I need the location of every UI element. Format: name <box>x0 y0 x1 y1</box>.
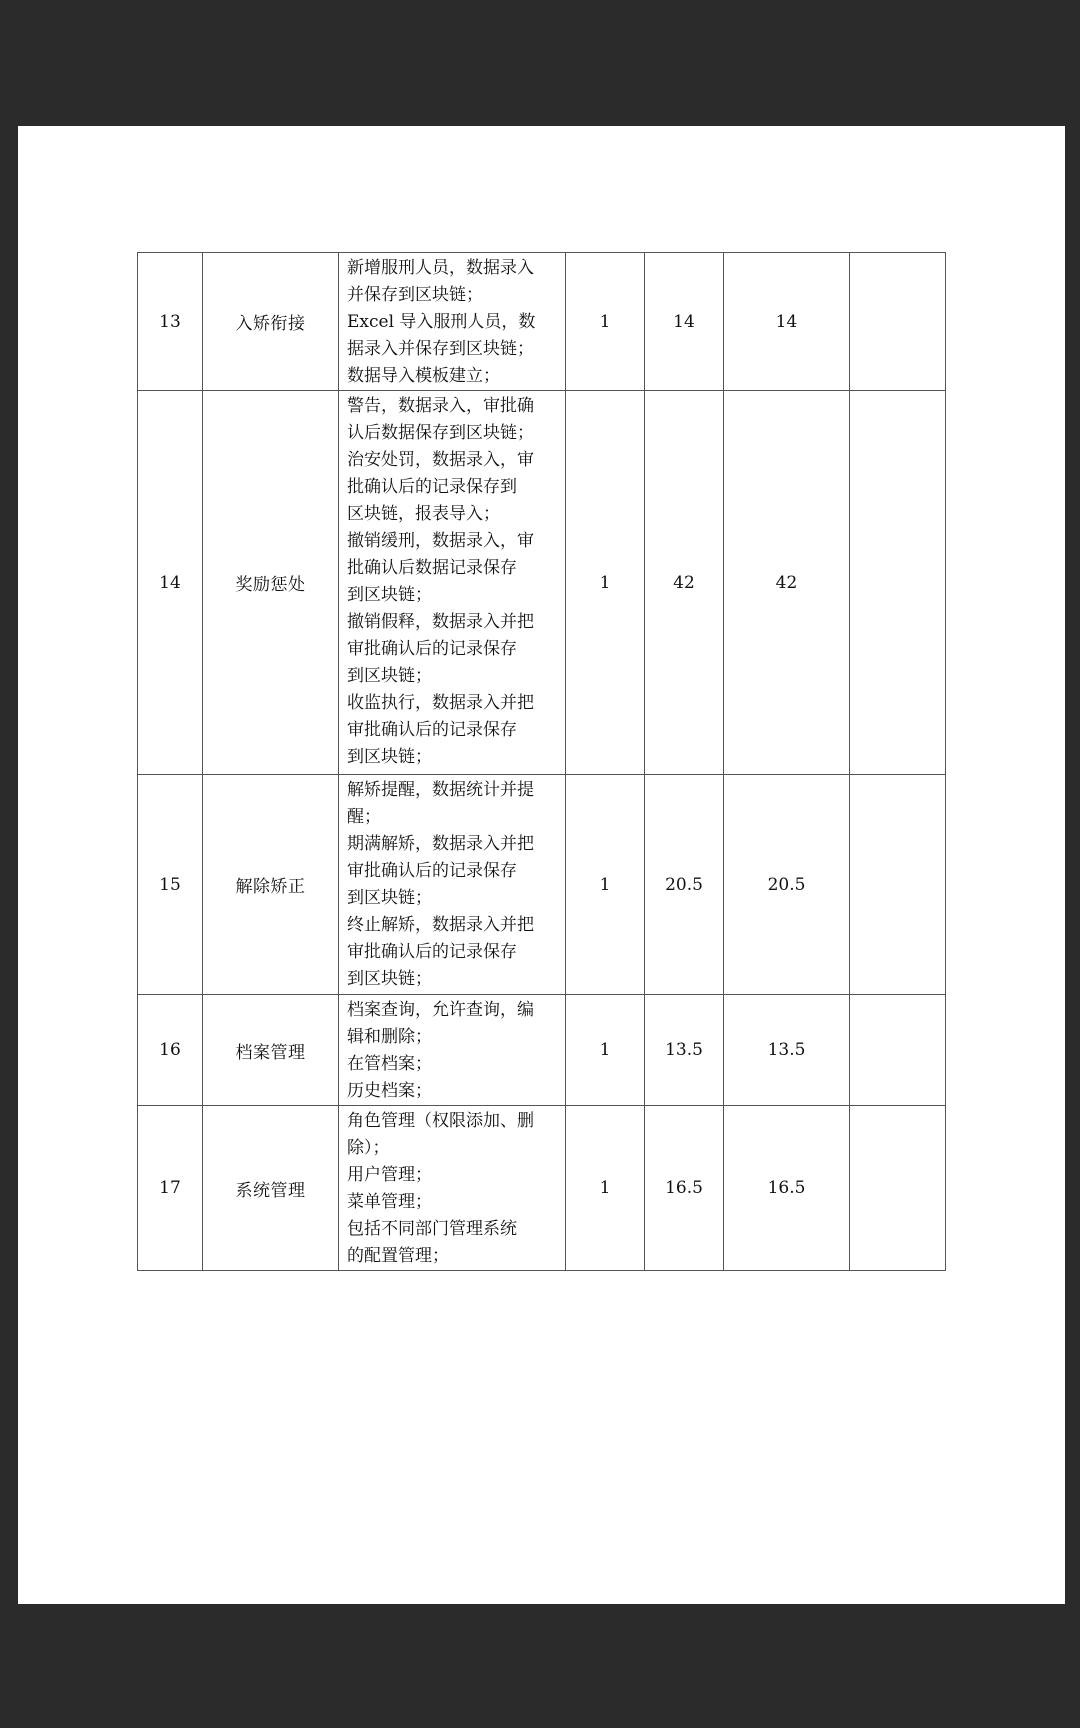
description-line: 并保存到区块链； <box>347 285 483 305</box>
description-line: 批确认后数据记录保存 <box>347 558 517 578</box>
description-line: 审批确认后的记录保存 <box>347 942 517 962</box>
module-name: 奖励惩处 <box>203 391 339 775</box>
total-price: 20.5 <box>724 775 850 995</box>
description-line: 辑和删除； <box>347 1027 432 1047</box>
function-description <box>339 995 566 1106</box>
unit-price: 20.5 <box>645 775 724 995</box>
description-line: 用户管理； <box>347 1165 432 1185</box>
quantity: 1 <box>566 1106 645 1271</box>
description-line: 菜单管理； <box>347 1192 432 1212</box>
description-line: 批确认后的记录保存到 <box>347 477 517 497</box>
quantity: 1 <box>566 253 645 391</box>
quantity: 1 <box>566 995 645 1106</box>
quantity: 1 <box>566 391 645 775</box>
description-line: 新增服刑人员，数据录入 <box>347 258 534 278</box>
unit-price: 13.5 <box>645 995 724 1106</box>
description-line: 在管档案； <box>347 1054 432 1074</box>
description-line: 到区块链； <box>347 969 432 989</box>
description-line: 终止解矫，数据录入并把 <box>347 915 534 935</box>
description-line: 撤销假释，数据录入并把 <box>347 612 534 632</box>
description-line: 据录入并保存到区块链； <box>347 339 534 359</box>
description-line: 到区块链； <box>347 747 432 767</box>
unit-price: 42 <box>645 391 724 775</box>
module-name: 档案管理 <box>203 995 339 1106</box>
row-number: 16 <box>138 995 203 1106</box>
description-line: Excel 导入服刑人员，数 <box>347 312 536 332</box>
description-line: 到区块链； <box>347 666 432 686</box>
description-line: 角色管理（权限添加、删 <box>347 1111 534 1131</box>
description-line: 历史档案； <box>347 1081 432 1101</box>
total-price: 42 <box>724 391 850 775</box>
remark <box>850 1106 946 1271</box>
description-line: 醒； <box>347 807 381 827</box>
remark <box>850 391 946 775</box>
row-number: 17 <box>138 1106 203 1271</box>
quotation-table <box>137 252 946 1271</box>
description-line: 解矫提醒，数据统计并提 <box>347 780 534 800</box>
quantity: 1 <box>566 775 645 995</box>
function-description <box>339 775 566 995</box>
module-name: 解除矫正 <box>203 775 339 995</box>
row-number: 13 <box>138 253 203 391</box>
module-name: 系统管理 <box>203 1106 339 1271</box>
description-line: 撤销缓刑，数据录入，审 <box>347 531 534 551</box>
function-description <box>339 1106 566 1271</box>
table-row <box>138 995 946 1106</box>
description-line: 区块链，报表导入； <box>347 504 500 524</box>
description-line: 审批确认后的记录保存 <box>347 861 517 881</box>
description-line: 审批确认后的记录保存 <box>347 720 517 740</box>
description-line: 收监执行，数据录入并把 <box>347 693 534 713</box>
module-name: 入矫衔接 <box>203 253 339 391</box>
row-number: 15 <box>138 775 203 995</box>
total-price: 14 <box>724 253 850 391</box>
function-description <box>339 253 566 391</box>
description-line: 档案查询，允许查询，编 <box>347 1000 534 1020</box>
description-line: 到区块链； <box>347 585 432 605</box>
description-line: 审批确认后的记录保存 <box>347 639 517 659</box>
description-line: 数据导入模板建立； <box>347 366 500 386</box>
description-line: 到区块链； <box>347 888 432 908</box>
remark <box>850 775 946 995</box>
unit-price: 14 <box>645 253 724 391</box>
total-price: 13.5 <box>724 995 850 1106</box>
description-line: 警告，数据录入，审批确 <box>347 396 534 416</box>
function-description <box>339 391 566 775</box>
unit-price: 16.5 <box>645 1106 724 1271</box>
table-row <box>138 253 946 391</box>
table-row <box>138 775 946 995</box>
description-line: 除）； <box>347 1138 390 1158</box>
row-number: 14 <box>138 391 203 775</box>
description-line: 包括不同部门管理系统 <box>347 1219 517 1239</box>
table-row <box>138 1106 946 1271</box>
remark <box>850 253 946 391</box>
remark <box>850 995 946 1106</box>
total-price: 16.5 <box>724 1106 850 1271</box>
description-line: 期满解矫，数据录入并把 <box>347 834 534 854</box>
description-line: 的配置管理； <box>347 1246 449 1266</box>
description-line: 认后数据保存到区块链； <box>347 423 534 443</box>
table-row <box>138 391 946 775</box>
description-line: 治安处罚，数据录入，审 <box>347 450 534 470</box>
document-page <box>18 126 1065 1604</box>
